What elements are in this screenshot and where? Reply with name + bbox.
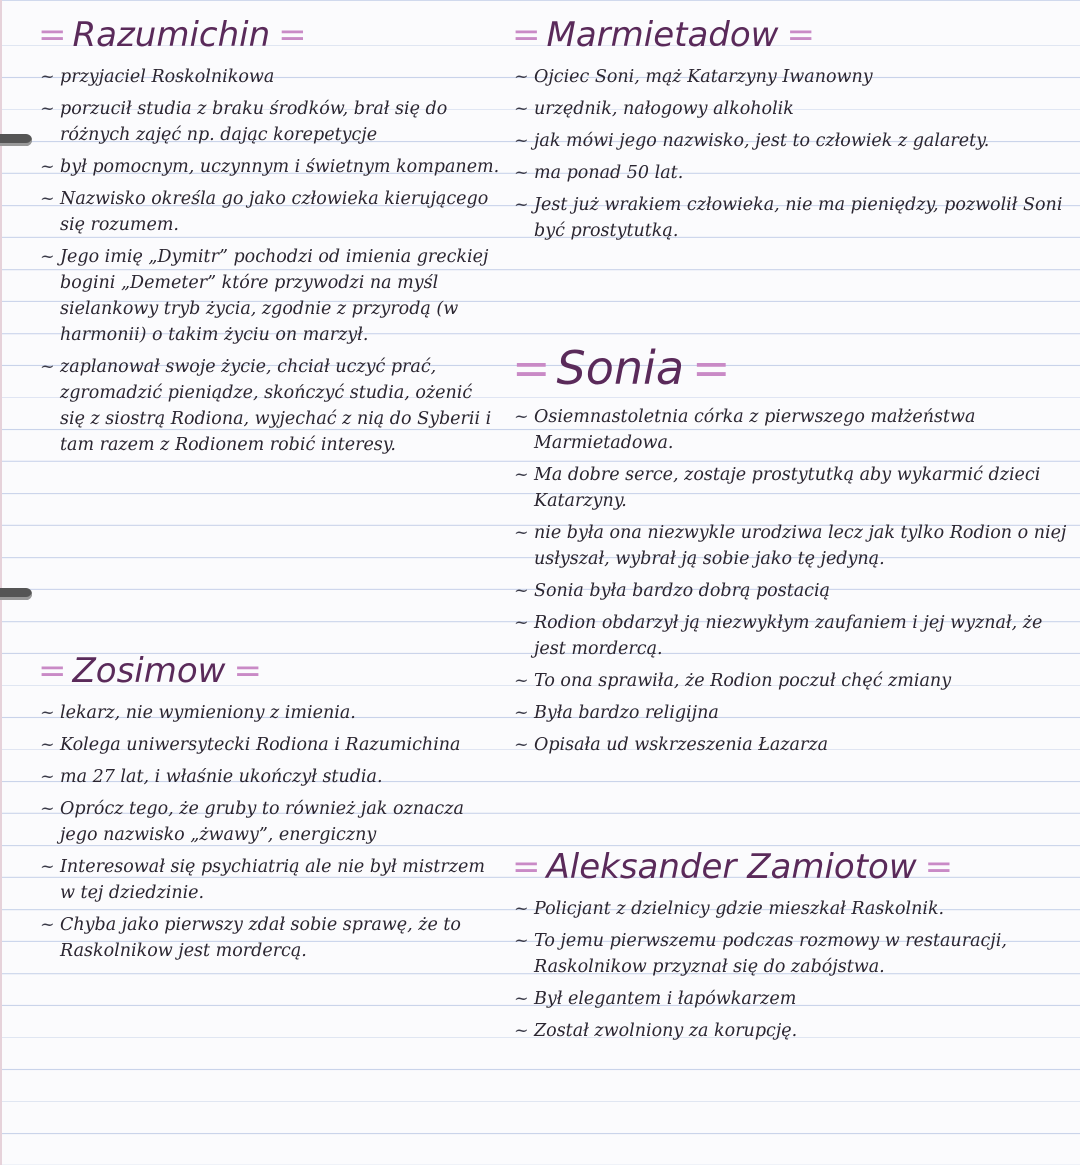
list-item: ~ Był elegantem i łapówkarzem [512, 986, 1068, 1012]
list-item: ~ przyjaciel Roskolnikowa [38, 64, 500, 90]
list-item: ~ Oprócz tego, że gruby to również jak oznacza jego nazwisko „żwawy”, energiczny [38, 796, 500, 848]
section-zosimow [38, 650, 500, 964]
section-zamiotow [512, 846, 1068, 1044]
list-item: ~ urzędnik, nałogowy alkoholik [512, 96, 1068, 122]
list-item: ~ Rodion obdarzył ją niezwykłym zaufaniem i jej wyznał, że jest mordercą. [512, 610, 1068, 662]
left-column [38, 14, 500, 990]
list-item: ~ Nazwisko określa go jako człowieka kierującego się rozumem. [38, 186, 500, 238]
list-item: ~ To jemu pierwszemu podczas rozmowy w restauracji, Raskolnikow przyznał się do zabójstwa. [512, 928, 1068, 980]
heading-sonia: = Sonia = [512, 341, 731, 395]
list-item: ~ Opisała ud wskrzeszenia Łazarza [512, 732, 1068, 758]
list-item: ~ porzucił studia z braku środków, brał się do różnych zajęć np. dając korepetycje [38, 96, 500, 148]
list-item: ~ Osiemnastoletnia córka z pierwszego małżeństwa Marmietadowa. [512, 404, 1068, 456]
binder-ring-top [0, 134, 32, 146]
binder-ring-bottom [0, 588, 32, 600]
heading-razumichin: = Razumichin = [38, 15, 307, 55]
section-sonia [512, 340, 1068, 820]
margin-line [0, 0, 2, 1165]
section-marmeladow [512, 14, 1068, 314]
list-item: ~ nie była ona niezwykle urodziwa lecz jak tylko Rodion o niej usłyszał, wybrał ją sobie jako tę jedyną. [512, 520, 1068, 572]
marmeladow-list [512, 64, 1068, 244]
list-item: ~ Jego imię „Dymitr” pochodzi od imienia greckiej bogini „Demeter” które przywodzi na myśl sielankowy tryb życia, zgodnie z przyrodą (w harmonii) o takim życiu on marzył. [38, 244, 500, 348]
list-item: ~ lekarz, nie wymieniony z imienia. [38, 700, 500, 726]
zosimow-list [38, 700, 500, 964]
list-item: ~ zaplanował swoje życie, chciał uczyć prać, zgromadzić pieniądze, skończyć studia, ożenić się z siostrą Rodiona, wyjechać z nią do Syberii i tam razem z Rodionem robić interesy. [38, 354, 500, 458]
list-item: ~ ma 27 lat, i właśnie ukończył studia. [38, 764, 500, 790]
list-item: ~ jak mówi jego nazwisko, jest to człowiek z galarety. [512, 128, 1068, 154]
list-item: ~ był pomocnym, uczynnym i świetnym kompanem. [38, 154, 500, 180]
zamiotow-list [512, 896, 1068, 1044]
list-item: ~ Został zwolniony za korupcję. [512, 1018, 1068, 1044]
list-item: ~ Ojciec Soni, mąż Katarzyny Iwanowny [512, 64, 1068, 90]
list-item: ~ ma ponad 50 lat. [512, 160, 1068, 186]
list-item: ~ Sonia była bardzo dobrą postacią [512, 578, 1068, 604]
list-item: ~ Kolega uniwersytecki Rodiona i Razumichina [38, 732, 500, 758]
heading-zamiotow: = Aleksander Zamiotow = [512, 847, 954, 887]
list-item: ~ Jest już wrakiem człowieka, nie ma pieniędzy, pozwolił Soni być prostytutką. [512, 192, 1068, 244]
list-item: ~ Interesował się psychiatrią ale nie był mistrzem w tej dziedzinie. [38, 854, 500, 906]
list-item: ~ To ona sprawiła, że Rodion poczuł chęć zmiany [512, 668, 1068, 694]
razumichin-list [38, 64, 500, 458]
list-item: ~ Była bardzo religijna [512, 700, 1068, 726]
list-item: ~ Policjant z dzielnicy gdzie mieszkał Raskolnik. [512, 896, 1068, 922]
right-column [512, 14, 1068, 1070]
heading-zosimow: = Zosimow = [38, 651, 262, 691]
section-razumichin [38, 14, 500, 624]
list-item: ~ Chyba jako pierwszy zdał sobie sprawę, że to Raskolnikow jest mordercą. [38, 912, 500, 964]
heading-marmeladow: = Marmietadow = [512, 15, 815, 55]
sonia-list [512, 404, 1068, 758]
list-item: ~ Ma dobre serce, zostaje prostytutką aby wykarmić dzieci Katarzyny. [512, 462, 1068, 514]
